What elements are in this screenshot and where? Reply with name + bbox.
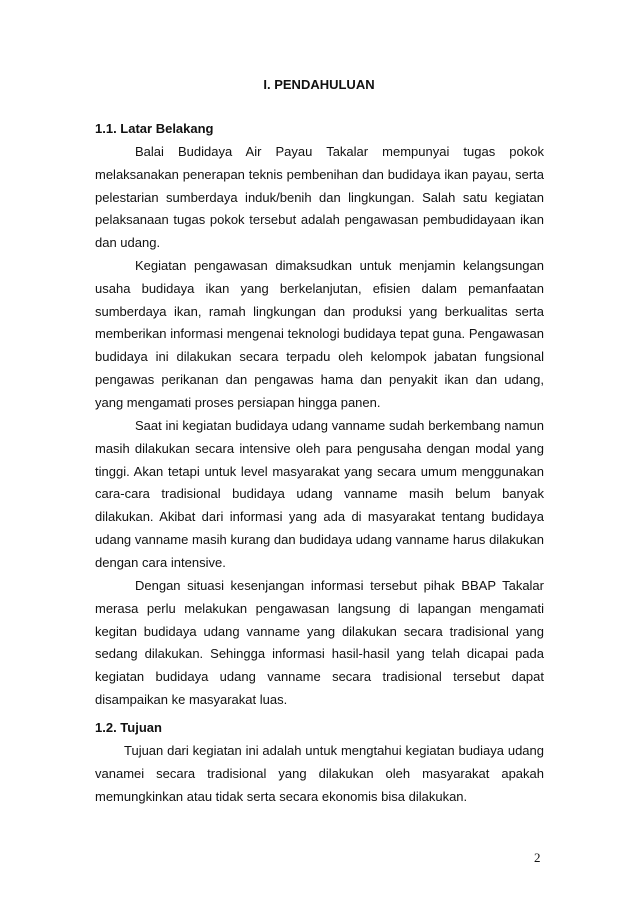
- page-number: 2: [534, 850, 541, 865]
- section-heading-latar-belakang: 1.1. Latar Belakang: [95, 121, 214, 136]
- paragraph-4: Dengan situasi kesenjangan informasi tersebut pihak BBAP Takalar merasa perlu melakukan pengawasan langsung di lapangan mengamati kegitan budidaya udang vanname yang dilakukan secara tradisional yang sedang dilakukan. Sehingga informasi hasil-hasil yang telah dicapai pada kegiatan budidaya udang vanname secara tradisional tersebut dapat disampaikan ke masyarakat luas.: [95, 578, 544, 707]
- paragraph-2: Kegiatan pengawasan dimaksudkan untuk menjamin kelangsungan usaha budidaya ikan yang berkelanjutan, efisien dalam pemanfaatan sumberdaya ikan, ramah lingkungan dan produksi yang berkualitas serta memberikan informasi mengenai teknologi budidaya tepat guna. Pengawasan budidaya ini dilakukan secara terpadu oleh kelompok jabatan fungsional pengawas perikanan dan pengawas hama dan penyakit ikan dan udang, yang mengamati proses persiapan hingga panen.: [95, 258, 544, 410]
- paragraph-5: Tujuan dari kegiatan ini adalah untuk mengtahui kegiatan budiaya udang vanamei secara tradisional yang dilakukan oleh masyarakat apakah memungkinkan atau tidak serta secara ekonomis bisa dilakukan.: [95, 743, 544, 804]
- paragraph-3: Saat ini kegiatan budidaya udang vanname sudah berkembang namun masih dilakukan secara intensive oleh para pengusaha dengan modal yang tinggi. Akan tetapi untuk level masyarakat yang secara umum menggunakan cara-cara tradisional budidaya udang vanname masih belum banyak dilakukan. Akibat dari informasi yang ada di masyarakat tentang budidaya udang vanname masih kurang dan budidaya udang vanname harus dilakukan dengan cara intensive.: [95, 418, 544, 570]
- paragraph-1: Balai Budidaya Air Payau Takalar mempunyai tugas pokok melaksanakan penerapan teknis pembenihan dan budidaya ikan payau, serta pelestarian sumberdaya induk/benih dan lingkungan. Salah satu kegiatan pelaksanaan tugas pokok tersebut adalah pengawasan pembudidayaan ikan dan udang.: [95, 144, 544, 251]
- chapter-title: I. PENDAHULUAN: [263, 77, 375, 92]
- section-heading-tujuan: 1.2. Tujuan: [95, 720, 162, 735]
